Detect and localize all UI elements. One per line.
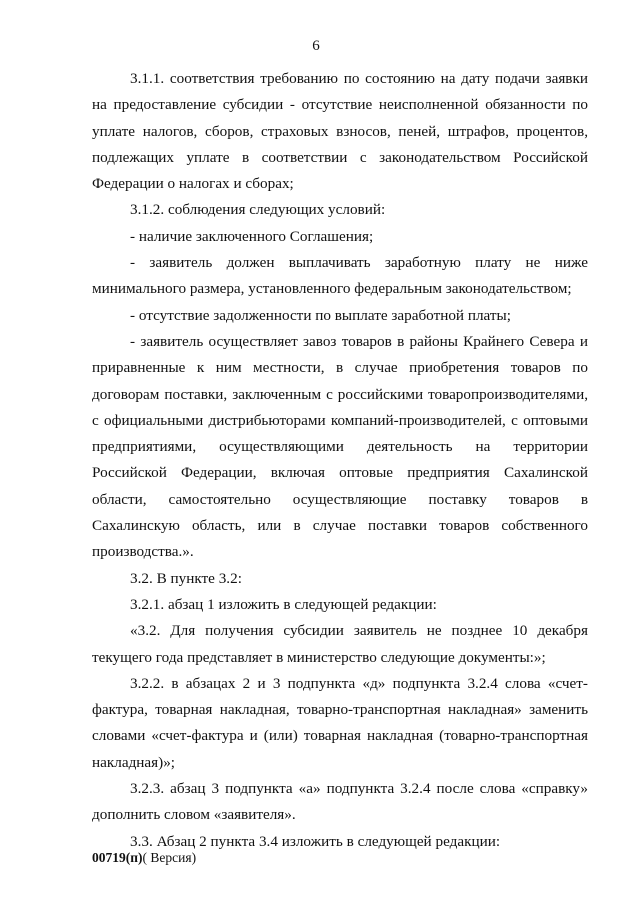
- paragraph-3-2-2: 3.2.2. в абзацах 2 и 3 подпункта «д» подпункта 3.2.4 слова «счет-фактура, товарная накладная, товарно-транспортная накладная» заменить словами «счет-фактура и (или) товарная накладная (товарно-транспортная накладная)»;: [92, 674, 588, 771]
- footer-version: ( Версия): [142, 850, 197, 865]
- footer-code: 00719(п): [92, 850, 143, 865]
- paragraph-3-1-2: 3.1.2. соблюдения следующих условий:: [130, 201, 386, 219]
- paragraph-3-2: 3.2. В пункте 3.2:: [130, 569, 242, 587]
- list-item-no-debt: - отсутствие задолженности по выплате заработной платы;: [130, 306, 511, 324]
- document-body: [92, 66, 588, 855]
- page-number: 6: [312, 38, 320, 54]
- footer: [92, 850, 196, 866]
- paragraph-quote-3-2: «3.2. Для получения субсидии заявитель не позднее 10 декабря текущего года представляет в министерство следующие документы:»;: [92, 622, 588, 666]
- list-item-import-goods: - заявитель осуществляет завоз товаров в районы Крайнего Севера и приравненные к ним местности, в случае приобретения товаров по договорам поставки, заключенным с российскими товаропроизводителями, с официальными дистрибьюторами компаний-производителей, с оптовыми предприятиями, осуществляющими деятельность на территории Российской Федерации, включая оптовые предприятия Сахалинской области, самостоятельно осуществляющие поставку товаров в Сахалинскую область, или в случае поставки товаров собственного производства.».: [92, 332, 588, 561]
- paragraph-3-3: 3.3. Абзац 2 пункта 3.4 изложить в следующей редакции:: [130, 832, 501, 850]
- paragraph-3-2-1: 3.2.1. абзац 1 изложить в следующей редакции:: [130, 595, 437, 613]
- list-item-agreement: - наличие заключенного Соглашения;: [130, 227, 374, 245]
- list-item-wages: - заявитель должен выплачивать заработную плату не ниже минимального размера, установленного федеральным законодательством;: [92, 254, 588, 298]
- paragraph-3-1-1: 3.1.1. соответствия требованию по состоянию на дату подачи заявки на предоставление субсидии - отсутствие неисполненной обязанности по уплате налогов, сборов, страховых взносов, пеней, штрафов, процентов, подлежащих уплате в соответствии с законодательством Российской Федерации о налогах и сборах;: [92, 70, 588, 193]
- paragraph-3-2-3: 3.2.3. абзац 3 подпункта «а» подпункта 3.2.4 после слова «справку» дополнить словом «заявителя».: [92, 780, 588, 824]
